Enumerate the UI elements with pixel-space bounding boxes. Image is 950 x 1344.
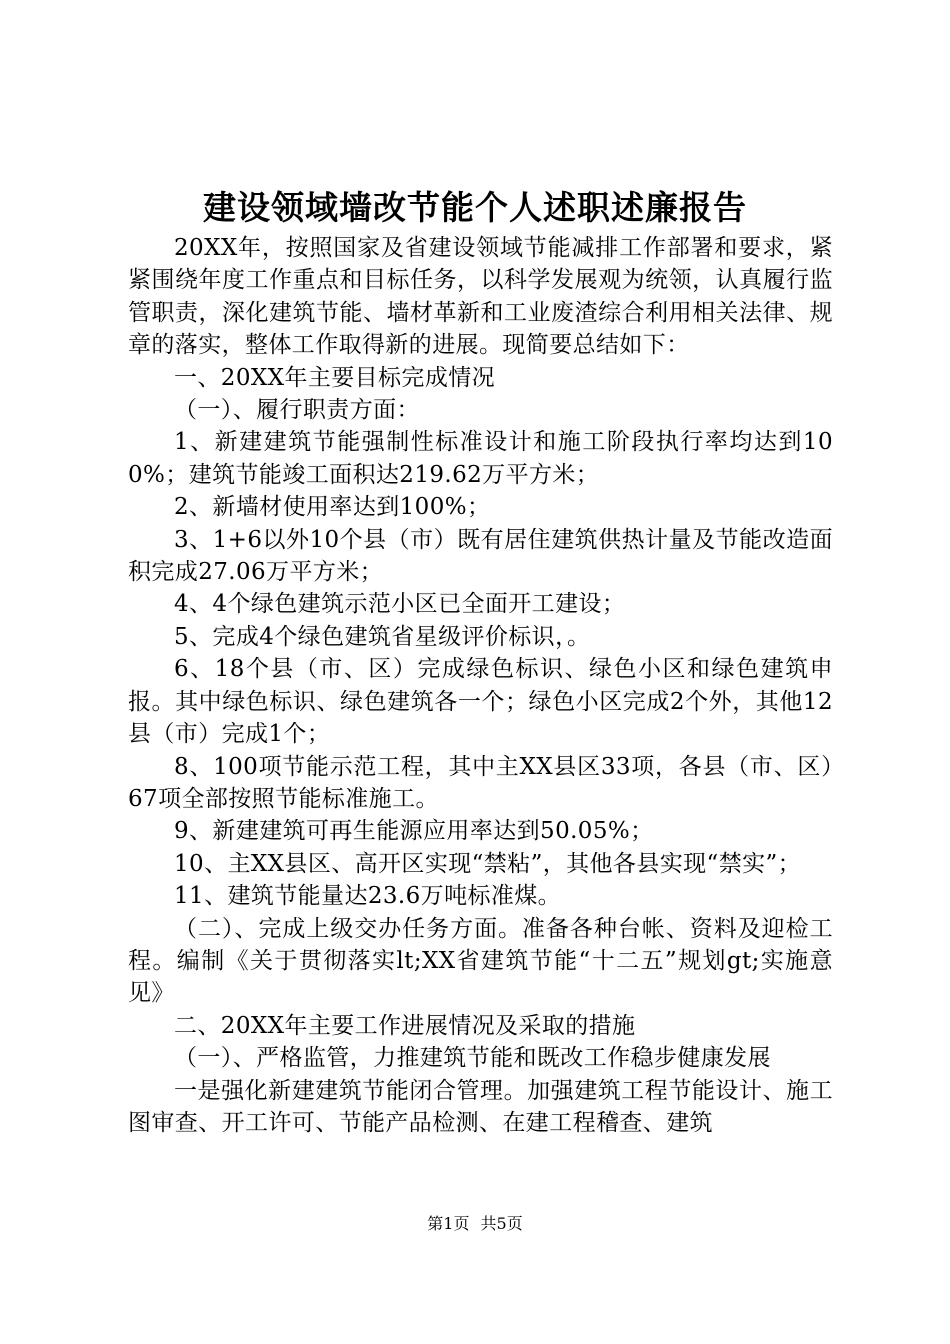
page-number: 第1页 [427, 1214, 470, 1233]
list-item: 8、100项节能示范工程，其中主XX县区33项，各县（市、区）67项全部按照节能标准施工。 [128, 753, 833, 812]
heading-section-2: 二、20XX年主要工作进展情况及采取的措施 [174, 1012, 636, 1039]
list-item: 4、4个绿色建筑示范小区已全面开工建设； [174, 591, 626, 618]
subheading-supervision: （一）、严格监管，力推建筑节能和既改工作稳步健康发展 [174, 1045, 771, 1072]
paragraph-intro: 20XX年，按照国家及省建设领域节能减排工作部署和要求，紧紧围绕年度工作重点和目标任务，以科学发展观为统领，认真履行监管职责，深化建筑节能、墙材革新和工业废渣综合利用相关法律、规章的落实，整体工作取得新的进展。现简要总结如下： [128, 235, 833, 359]
list-item: 10、主XX县区、高开区实现“禁粘”，其他各县实现“禁实”； [174, 850, 802, 877]
list-item: 3、1+6以外10个县（市）既有居住建筑供热计量及节能改造面积完成27.06万平方米； [128, 526, 833, 586]
list-item: 2、新墙材使用率达到100%； [174, 494, 491, 521]
document-title: 建设领域墙改节能个人述职述廉报告 [203, 188, 747, 227]
list-item: 6、18个县（市、区）完成绿色标识、绿色小区和绿色建筑申报。其中绿色标识、绿色建筑各一个；绿色小区完成2个外，其他12县（市）完成1个； [128, 656, 833, 748]
heading-section-1: 一、20XX年主要目标完成情况 [174, 364, 496, 391]
subheading-assigned-tasks: （二）、完成上级交办任务方面。准备各种台帐、资料及迎检工程。编制《关于贯彻落实lt;XX省建筑节能“十二五”规划gt;实施意见》 [128, 915, 833, 1007]
document-body [128, 232, 833, 1139]
paragraph-measures: 一是强化新建建筑节能闭合管理。加强建筑工程节能设计、施工图审查、开工许可、节能产品检测、在建工程稽查、建筑 [128, 1077, 833, 1136]
list-item: 1、新建建筑节能强制性标准设计和施工阶段执行率均达到100%；建筑节能竣工面积达219.62万平方米； [128, 429, 833, 488]
page-total: 共5页 [480, 1214, 523, 1233]
subheading-duties: （一）、履行职责方面： [174, 397, 420, 424]
list-item: 11、建筑节能量达23.6万吨标准煤。 [174, 883, 562, 910]
page-footer [0, 1212, 950, 1236]
list-item: 9、新建建筑可再生能源应用率达到50.05%； [174, 818, 654, 845]
list-item: 5、完成4个绿色建筑省星级评价标识，。 [174, 623, 591, 650]
